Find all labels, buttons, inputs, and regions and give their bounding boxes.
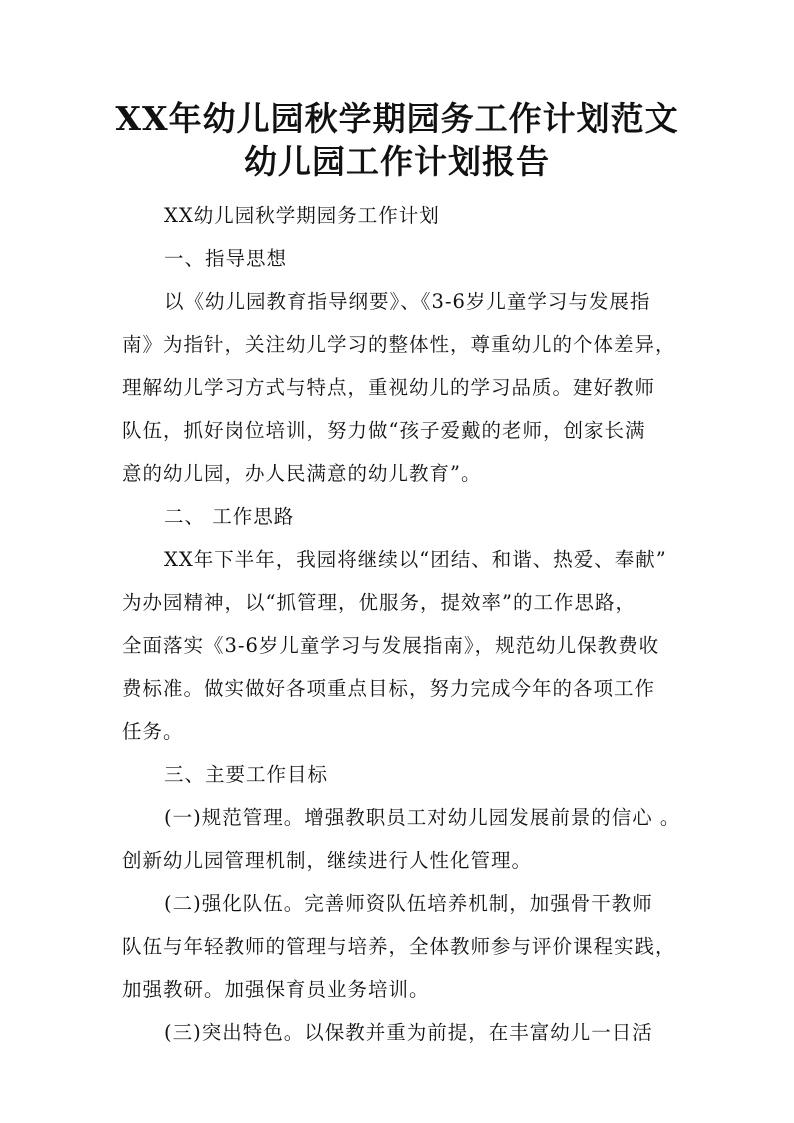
paragraph-line: 任务。 [122,720,184,743]
paragraph-line: 为办园精神，以“抓管理，优服务，提效率”的工作思路， [122,591,636,614]
paragraph-line: 队伍，抓好岗位培训，努力做“孩子爱戴的老师，创家长满 [122,419,646,442]
paragraph-line: 全面落实《3-6岁儿童学习与发展指南》，规范幼儿保教费收 [122,634,660,657]
document-title-line-1: XX年幼儿园秋学期园务工作计划范文 [115,99,679,138]
paragraph-line: 南》为指针，关注幼儿学习的整体性，尊重幼儿的个体差异， [122,333,676,356]
section-heading-3: 三、主要工作目标 [164,763,329,786]
section-heading-2: 二、 工作思路 [164,505,295,528]
paragraph-line: XX年下半年，我园将继续以“团结、和谐、热爱、奉献” [164,548,667,571]
paragraph-line: 队伍与年轻教师的管理与培养，全体教师参与评价课程实践， [122,935,676,958]
paragraph-line: 创新幼儿园管理机制，继续进行人性化管理。 [122,849,533,872]
paragraph-line: (三)突出特色。以保教并重为前提，在丰富幼儿一日活 [164,1021,653,1044]
paragraph-line: 意的幼儿园，办人民满意的幼儿教育”。 [122,462,482,485]
paragraph-line: (一)规范管理。增强教职员工对幼儿园发展前景的信心 。 [164,806,681,829]
plan-heading: XX幼儿园秋学期园务工作计划 [164,204,440,227]
paragraph-line: 以《幼儿园教育指导纲要》、《3-6岁儿童学习与发展指 [164,290,651,313]
paragraph-line: (二)强化队伍。完善师资队伍培养机制，加强骨干教师 [164,892,653,915]
section-heading-1: 一、指导思想 [164,247,288,270]
document-title-line-2: 幼儿园工作计划报告 [244,142,550,181]
paragraph-line: 理解幼儿学习方式与特点，重视幼儿的学习品质。建好教师 [122,376,656,399]
paragraph-line: 加强教研。加强保育员业务培训。 [122,978,430,1001]
paragraph-line: 费标准。做实做好各项重点目标，努力完成今年的各项工作 [122,677,656,700]
